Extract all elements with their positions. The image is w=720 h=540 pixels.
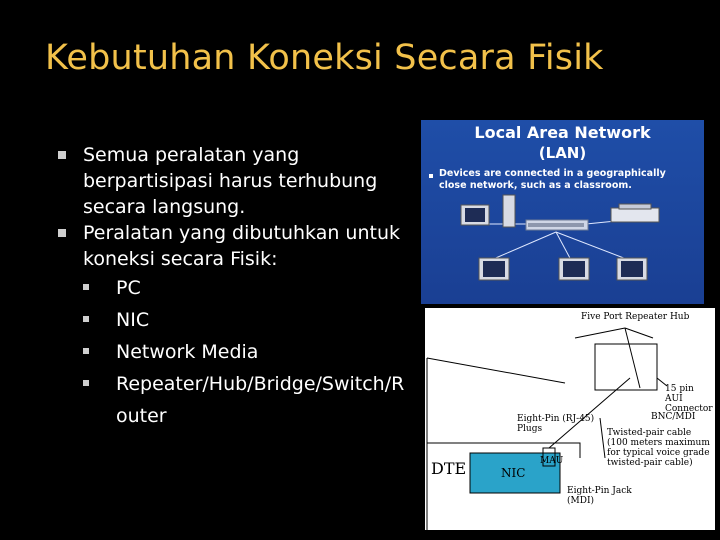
- bnc-mdi-label: BNC/MDI: [651, 412, 696, 422]
- mau-label: MAU: [540, 456, 564, 466]
- lan-title: Local Area Network: [474, 123, 651, 142]
- lan-network-drawing: [421, 120, 704, 304]
- eight-pin-jack-label: Eight-Pin Jack (MDI): [567, 486, 632, 506]
- bullet-list: [58, 142, 428, 432]
- lan-subtitle: (LAN): [538, 144, 587, 162]
- computer-icon: [479, 258, 509, 280]
- square-bullet-icon: [58, 229, 66, 237]
- nic-diagram: [425, 308, 715, 530]
- sub-bullet-text: PC: [116, 277, 141, 299]
- computer-icon: [461, 195, 515, 227]
- sub-bullet-item: [83, 272, 428, 304]
- bullet-text: Peralatan yang dibutuhkan untuk koneksi secara Fisik:: [83, 222, 400, 270]
- sub-bullet-item: [83, 304, 428, 336]
- sub-bullet-text: Repeater/Hub/Bridge/Switch/R outer: [116, 373, 405, 427]
- sub-bullet-text: Network Media: [116, 341, 259, 363]
- bullet-item: [58, 142, 428, 220]
- sub-bullet-item: [83, 368, 428, 432]
- square-bullet-icon: [83, 348, 89, 354]
- dte-label: DTE: [431, 459, 467, 478]
- repeater-hub-label: Five Port Repeater Hub: [581, 312, 690, 322]
- hub-icon: [526, 220, 588, 230]
- computer-icon: [617, 258, 647, 280]
- square-bullet-icon: [83, 380, 89, 386]
- sub-bullet-item: [83, 336, 428, 368]
- computer-icon: [559, 258, 589, 280]
- square-bullet-icon: [58, 151, 66, 159]
- bullet-item: [58, 220, 428, 432]
- square-bullet-icon: [83, 316, 89, 322]
- nic-label: NIC: [501, 466, 526, 480]
- printer-icon: [611, 204, 659, 222]
- lan-figure: [421, 120, 704, 304]
- rj45-plugs-label: Eight-Pin (RJ-45) Plugs: [517, 414, 595, 434]
- square-bullet-icon: [83, 284, 89, 290]
- lan-bullet-text: Devices are connected in a geographically close network, such as a classroom.: [439, 168, 666, 191]
- aui-connector-label: 15 pin AUI Connector: [665, 384, 713, 414]
- sub-bullet-list: [83, 272, 428, 432]
- bullet-text: Semua peralatan yang berpartisipasi harus terhubung secara langsung.: [83, 144, 378, 218]
- twisted-pair-cable-label: Twisted-pair cable (100 meters maximum for typical voice grade twisted-pair cable): [607, 428, 710, 468]
- slide-title: Kebutuhan Koneksi Secara Fisik: [45, 38, 604, 78]
- sub-bullet-text: NIC: [116, 309, 150, 331]
